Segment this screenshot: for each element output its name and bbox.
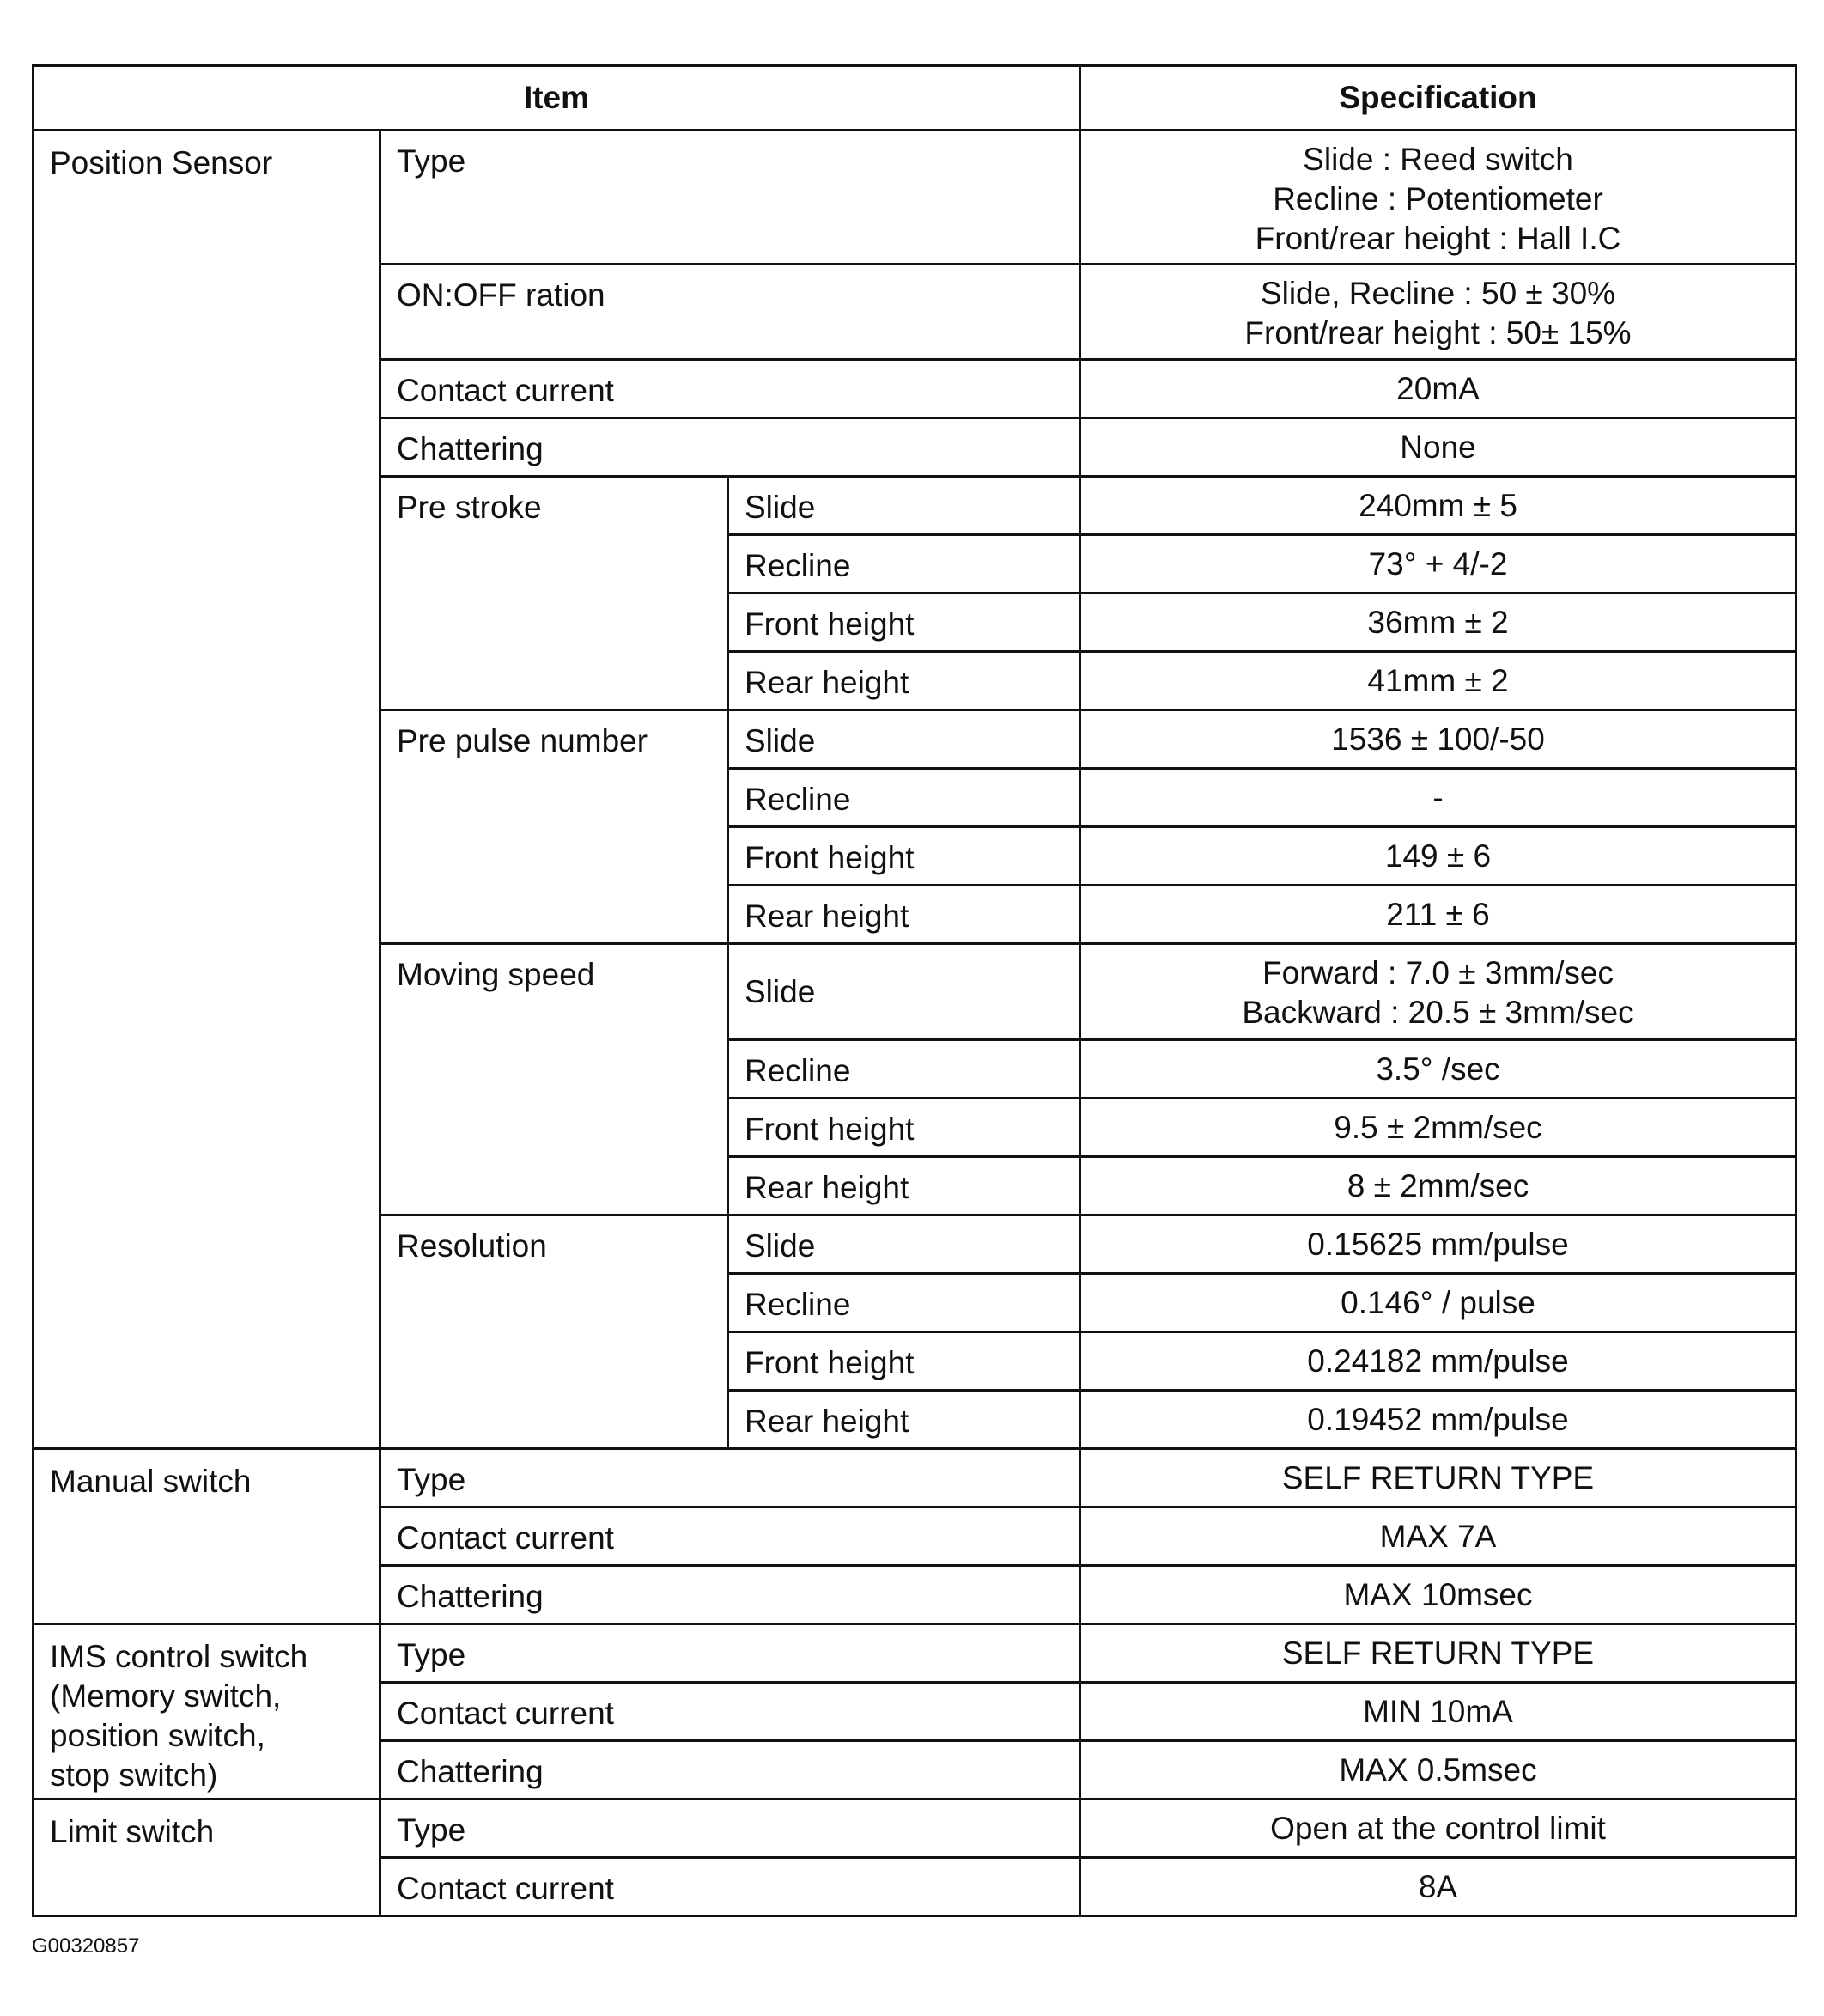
spec-value: 8 ± 2mm/sec [1080,1157,1797,1215]
spec-value: 211 ± 6 [1080,886,1797,944]
item-label: Moving speed [380,944,728,1215]
group-line: (Memory switch, [50,1678,282,1714]
spec-value [1080,265,1797,360]
item-label: Type [380,1449,1080,1507]
item-label: Chattering [380,1741,1080,1800]
spec-value: 0.19452 mm/pulse [1080,1391,1797,1449]
group-line: stop switch) [50,1757,218,1793]
table-row [33,131,1797,265]
item-label: Contact current [380,1507,1080,1566]
spec-value: 0.15625 mm/pulse [1080,1215,1797,1274]
spec-value: 240mm ± 5 [1080,477,1797,535]
spec-line: Recline : Potentiometer [1273,181,1603,216]
sub-label: Recline [728,1040,1080,1099]
figure-code: G00320857 [32,1934,140,1958]
table-row [33,1624,1797,1683]
spec-value: MAX 10msec [1080,1566,1797,1624]
item-label: ON:OFF ration [380,265,1080,360]
table-row [33,1449,1797,1507]
spec-value [1080,131,1797,265]
specification-table [32,64,1797,1917]
spec-value: MAX 7A [1080,1507,1797,1566]
spec-value: MAX 0.5msec [1080,1741,1797,1800]
sub-label: Front height [728,1332,1080,1391]
group-manual-switch: Manual switch [33,1449,380,1624]
spec-value: MIN 10mA [1080,1683,1797,1741]
spec-line: Front/rear height : 50± 15% [1244,315,1632,350]
header-item: Item [33,66,1080,131]
item-label: Contact current [380,360,1080,418]
item-label: Type [380,1800,1080,1858]
item-label: Type [380,1624,1080,1683]
item-label: Resolution [380,1215,728,1449]
spec-value [1080,944,1797,1040]
sub-label: Front height [728,827,1080,886]
spec-line: Forward : 7.0 ± 3mm/sec [1262,955,1614,990]
spec-value: 0.24182 mm/pulse [1080,1332,1797,1391]
spec-line: Front/rear height : Hall I.C [1255,221,1621,256]
spec-line: Backward : 20.5 ± 3mm/sec [1242,995,1634,1030]
group-line: IMS control switch [50,1639,308,1674]
spec-value: 149 ± 6 [1080,827,1797,886]
sub-label: Front height [728,1099,1080,1157]
item-label: Contact current [380,1683,1080,1741]
sub-label: Recline [728,769,1080,827]
sub-label: Slide [728,1215,1080,1274]
group-line: position switch, [50,1718,265,1753]
sub-label: Slide [728,477,1080,535]
table-header-row [33,66,1797,131]
group-ims-control-switch [33,1624,380,1800]
spec-value: SELF RETURN TYPE [1080,1624,1797,1683]
item-label: Chattering [380,418,1080,477]
group-limit-switch: Limit switch [33,1800,380,1916]
spec-value: 0.146° / pulse [1080,1274,1797,1332]
spec-value: None [1080,418,1797,477]
header-specification: Specification [1080,66,1797,131]
spec-value: - [1080,769,1797,827]
sub-label: Rear height [728,886,1080,944]
table-row [33,1800,1797,1858]
sub-label: Rear height [728,1157,1080,1215]
spec-value: 41mm ± 2 [1080,652,1797,710]
sub-label: Front height [728,594,1080,652]
spec-value: 73° + 4/-2 [1080,535,1797,594]
spec-line: Slide : Reed switch [1303,142,1573,177]
item-label: Type [380,131,1080,265]
spec-value: SELF RETURN TYPE [1080,1449,1797,1507]
spec-value: 20mA [1080,360,1797,418]
spec-value: 8A [1080,1858,1797,1916]
spec-value: Open at the control limit [1080,1800,1797,1858]
spec-value: 1536 ± 100/-50 [1080,710,1797,769]
sub-label: Recline [728,1274,1080,1332]
item-label: Pre stroke [380,477,728,710]
item-label: Contact current [380,1858,1080,1916]
item-label: Chattering [380,1566,1080,1624]
sub-label: Rear height [728,1391,1080,1449]
item-label: Pre pulse number [380,710,728,944]
sub-label: Slide [728,710,1080,769]
spec-value: 9.5 ± 2mm/sec [1080,1099,1797,1157]
spec-line: Slide, Recline : 50 ± 30% [1260,276,1616,311]
group-position-sensor: Position Sensor [33,131,380,1449]
spec-value: 36mm ± 2 [1080,594,1797,652]
sub-label: Rear height [728,652,1080,710]
sub-label: Slide [728,944,1080,1040]
sub-label: Recline [728,535,1080,594]
spec-value: 3.5° /sec [1080,1040,1797,1099]
